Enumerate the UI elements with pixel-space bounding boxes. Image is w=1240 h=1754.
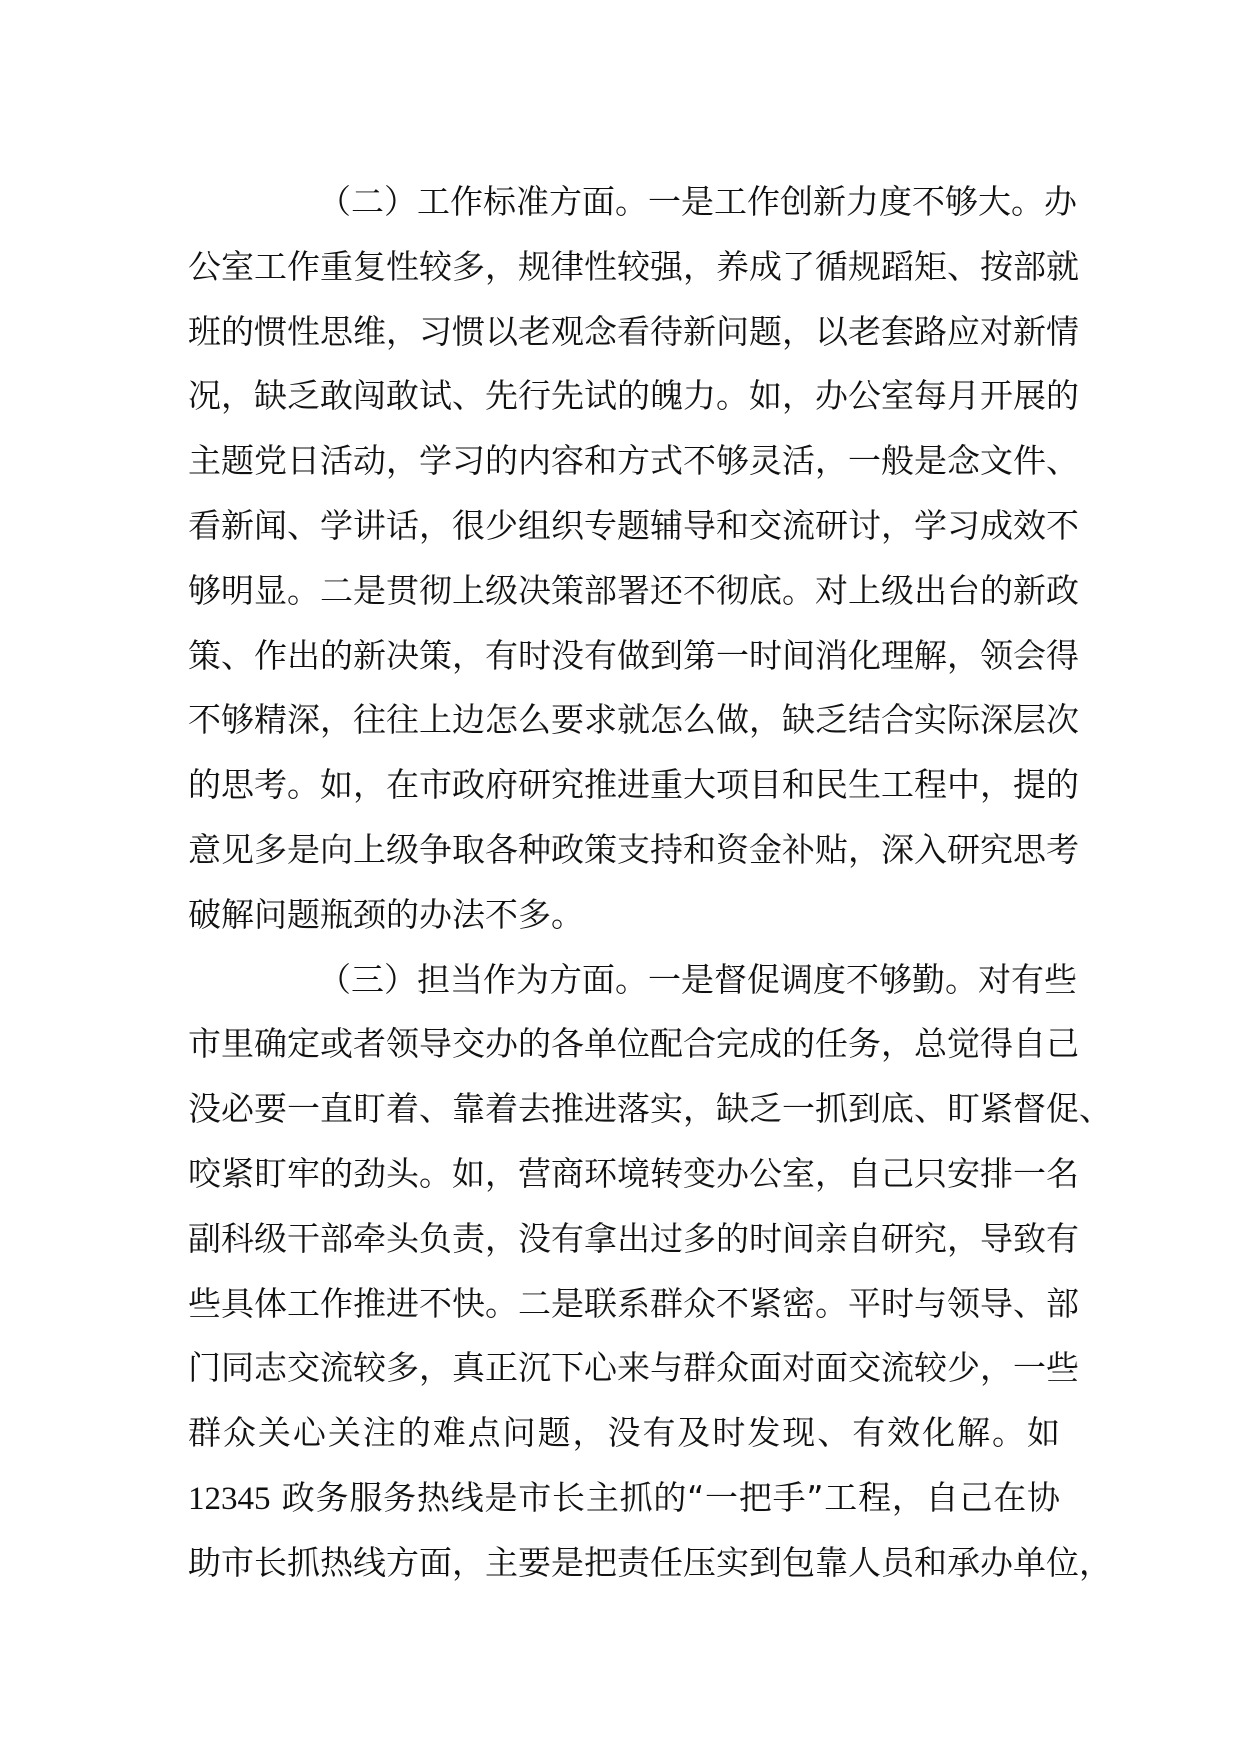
paragraph-work-standards [188,170,1079,948]
paragraph-line: 门同志交流较多，真正沉下心来与群众面对面交流较少，一些 [188,1348,1079,1388]
paragraph-responsibility [188,948,1112,1596]
paragraph-line: 不够精深，往往上边怎么要求就怎么做，缺乏结合实际深层次 [188,700,1079,740]
paragraph-line: （二）工作标准方面。一是工作创新力度不够大。办 [318,182,1077,221]
paragraph-line: 群众关心关注的难点问题，没有及时发现、有效化解。如 [188,1413,1060,1453]
paragraph-line: 公室工作重复性较多，规律性较强，养成了循规蹈矩、按部就 [188,246,1079,286]
paragraph-line: 况，缺乏敢闯敢试、先行先试的魄力。如，办公室每月开展的 [188,376,1079,416]
paragraph-line: 破解问题瓶颈的办法不多。 [188,894,584,934]
hotline-text: 政务服务热线是市长主抓的“一把手”工程，自己在协 [270,1477,1060,1517]
paragraph-line: 的思考。如，在市政府研究推进重大项目和民生工程中，提的 [188,765,1079,805]
paragraph-line: 些具体工作推进不快。二是联系群众不紧密。平时与领导、部 [188,1283,1079,1323]
hotline-number: 12345 [188,1480,271,1517]
paragraph-line: 够明显。二是贯彻上级决策部署还不彻底。对上级出台的新政 [188,570,1079,610]
paragraph-line: 班的惯性思维，习惯以老观念看待新问题，以老套路应对新情 [188,311,1079,351]
paragraph-line: 意见多是向上级争取各种政策支持和资金补贴，深入研究思考 [188,829,1079,869]
paragraph-line-hotline [188,1466,1060,1531]
paragraph-line: 策、作出的新决策，有时没有做到第一时间消化理解，领会得 [188,635,1079,675]
paragraph-line: 没必要一直盯着、靠着去推进落实，缺乏一抓到底、盯紧督促、 [188,1089,1112,1129]
paragraph-line: 助市长抓热线方面，主要是把责任压实到包靠人员和承办单位， [188,1542,1112,1582]
paragraph-line: 看新闻、学讲话，很少组织专题辅导和交流研讨，学习成效不 [188,505,1079,545]
paragraph-line: 副科级干部牵头负责，没有拿出过多的时间亲自研究，导致有 [188,1218,1079,1258]
paragraph-line: 市里确定或者领导交办的各单位配合完成的任务，总觉得自己 [188,1024,1079,1064]
document-body [188,170,1112,1596]
paragraph-line: 主题党日活动，学习的内容和方式不够灵活，一般是念文件、 [188,441,1079,481]
paragraph-line: 咬紧盯牢的劲头。如，营商环境转变办公室，自己只安排一名 [188,1153,1079,1193]
paragraph-line: （三）担当作为方面。一是督促调度不够勤。对有些 [318,959,1077,999]
